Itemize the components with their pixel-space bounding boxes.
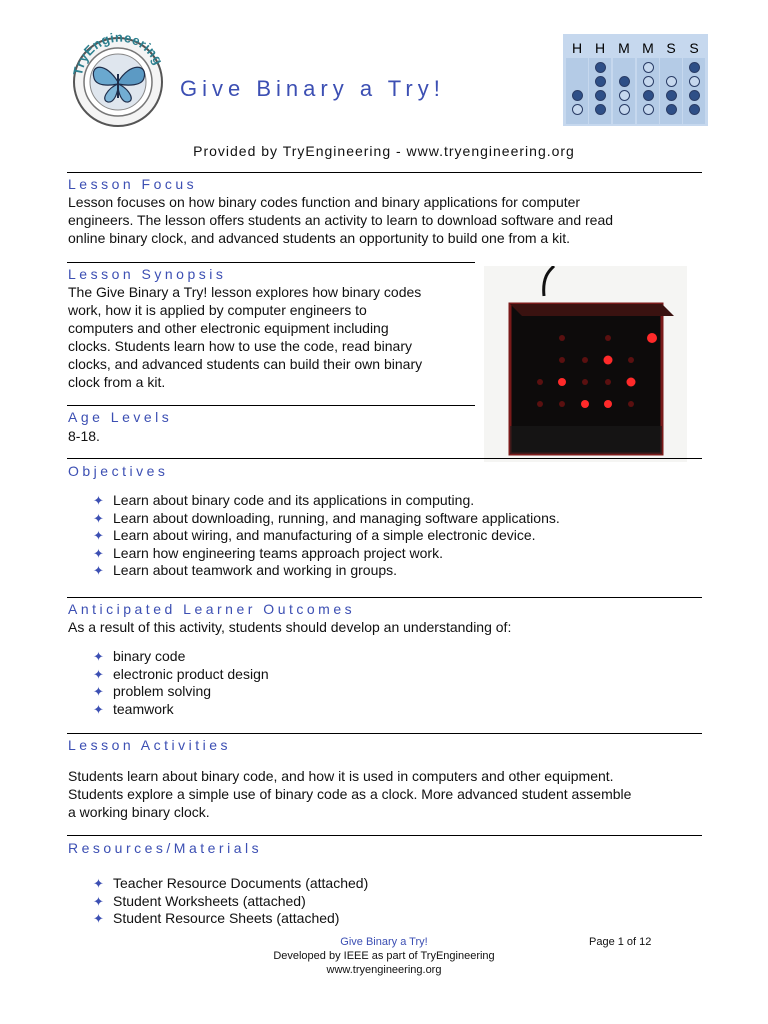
clock-led <box>595 104 606 115</box>
bullet-icon: ✦ <box>93 563 104 578</box>
section-divider <box>67 262 475 263</box>
clock-led <box>572 90 583 101</box>
bullet-icon: ✦ <box>93 649 104 664</box>
objectives-list <box>90 492 560 580</box>
list-item <box>90 910 368 928</box>
heading-resources-materials: Resources/Materials <box>68 840 263 856</box>
lesson-activities-text <box>68 767 708 821</box>
bullet-icon: ✦ <box>93 666 104 682</box>
outcomes-intro: As a result of this activity, students should develop an understanding of: <box>68 619 512 635</box>
clock-header-h1: H <box>571 40 583 56</box>
age-levels-text: 8-18. <box>68 428 100 444</box>
clock-led <box>666 90 677 101</box>
footer-title: Give Binary a Try! <box>340 936 428 948</box>
bullet-icon: ✦ <box>93 528 104 543</box>
resources-list <box>90 875 368 928</box>
heading-objectives: Objectives <box>68 463 169 479</box>
section-divider <box>67 733 702 734</box>
list-item <box>90 683 269 701</box>
clock-led <box>643 62 654 73</box>
clock-header-m2: M <box>642 40 654 56</box>
list-item <box>90 893 368 911</box>
list-item-text: Learn about wiring, and manufacturing of a simple electronic device. <box>113 527 536 543</box>
section-divider <box>67 405 475 406</box>
svg-text:TryEngineering <box>70 30 166 77</box>
section-divider <box>67 835 702 836</box>
clock-led <box>619 76 630 87</box>
list-item <box>90 666 269 684</box>
lesson-synopsis-text <box>68 283 478 391</box>
text-line: clocks. Students learn how to use the code, read binary <box>68 338 412 354</box>
list-item-text: Learn about binary code and its applications in computing. <box>113 492 475 508</box>
list-item <box>90 701 269 719</box>
list-item <box>90 875 368 893</box>
page-number: Page 1 of 12 <box>589 936 652 948</box>
clock-header-m1: M <box>618 40 630 56</box>
list-item-text: Teacher Resource Documents (attached) <box>113 875 369 891</box>
clock-led <box>619 90 630 101</box>
clock-led <box>643 104 654 115</box>
clock-led <box>595 62 606 73</box>
list-item-text: Learn about downloading, running, and managing software applications. <box>113 509 560 526</box>
document-title: Give Binary a Try! <box>180 76 445 101</box>
clock-led <box>595 90 606 101</box>
clock-led <box>643 90 654 101</box>
clock-led <box>689 76 700 87</box>
list-item-text: electronic product design <box>113 665 269 682</box>
clock-led <box>643 76 654 87</box>
lesson-focus-text <box>68 193 708 247</box>
list-item <box>90 510 560 528</box>
text-line: work, how it is applied by computer engineers to <box>68 302 367 318</box>
list-item <box>90 562 560 580</box>
heading-lesson-synopsis: Lesson Synopsis <box>68 266 227 282</box>
binary-clock-graphic <box>563 34 708 126</box>
list-item <box>90 545 560 563</box>
clock-led <box>572 104 583 115</box>
section-divider <box>67 458 702 459</box>
list-item <box>90 527 560 545</box>
clock-led <box>689 90 700 101</box>
bullet-icon: ✦ <box>93 893 104 909</box>
text-line: Students explore a simple use of binary code as a clock. More advanced student assemble <box>68 786 632 802</box>
clock-header-s2: S <box>689 40 699 56</box>
heading-age-levels: Age Levels <box>68 409 173 425</box>
clock-header-h2: H <box>594 40 606 56</box>
clock-led <box>619 104 630 115</box>
provided-by-line: Provided by TryEngineering - www.tryengineering.org <box>193 143 575 159</box>
text-line: Lesson focuses on how binary codes function and binary applications for computer <box>68 194 581 210</box>
list-item-text: Student Resource Sheets (attached) <box>113 910 340 926</box>
heading-lesson-focus: Lesson Focus <box>68 176 198 192</box>
list-item <box>90 648 269 666</box>
clock-led <box>689 62 700 73</box>
text-line: online binary clock, and advanced students an opportunity to build one from a kit. <box>68 230 570 246</box>
text-line: a working binary clock. <box>68 804 210 820</box>
heading-lesson-activities: Lesson Activities <box>68 737 231 753</box>
binary-clock-photo <box>484 266 687 462</box>
text-line: clocks, and advanced students can build their own binary <box>68 356 423 372</box>
text-line: The Give Binary a Try! lesson explores how binary codes <box>68 284 422 300</box>
list-item-text: Learn about teamwork and working in groups. <box>113 562 398 578</box>
list-item-text: Learn how engineering teams approach project work. <box>113 544 443 561</box>
list-item-text: teamwork <box>113 700 174 717</box>
bullet-icon: ✦ <box>93 545 104 561</box>
outcomes-list <box>90 648 269 718</box>
bullet-icon: ✦ <box>93 493 104 508</box>
logo-text: TryEngineering <box>70 29 167 77</box>
text-line: clock from a kit. <box>68 374 166 390</box>
bullet-icon: ✦ <box>93 684 104 699</box>
list-item-text: Student Worksheets (attached) <box>113 892 306 909</box>
text-line: Students learn about binary code, and how it is used in computers and other equipment. <box>68 768 614 784</box>
clock-header-s1: S <box>666 40 676 56</box>
text-line: engineers. The lesson offers students an activity to learn to download software and read <box>68 212 614 228</box>
footer-developed-by: Developed by IEEE as part of TryEngineering <box>273 950 495 962</box>
bullet-icon: ✦ <box>93 911 104 926</box>
bullet-icon: ✦ <box>93 876 104 891</box>
section-divider <box>67 172 702 173</box>
heading-learner-outcomes: Anticipated Learner Outcomes <box>68 601 356 617</box>
clock-led <box>689 104 700 115</box>
tryengineering-logo <box>66 28 170 132</box>
bullet-icon: ✦ <box>93 701 104 717</box>
list-item-text: problem solving <box>113 683 212 699</box>
bullet-icon: ✦ <box>93 510 104 526</box>
list-item-text: binary code <box>113 648 186 664</box>
text-line: computers and other electronic equipment including <box>68 320 389 336</box>
list-item <box>90 492 560 510</box>
clock-led <box>595 76 606 87</box>
footer-url: www.tryengineering.org <box>326 964 442 976</box>
section-divider <box>67 597 702 598</box>
clock-led <box>666 104 677 115</box>
clock-led <box>666 76 677 87</box>
